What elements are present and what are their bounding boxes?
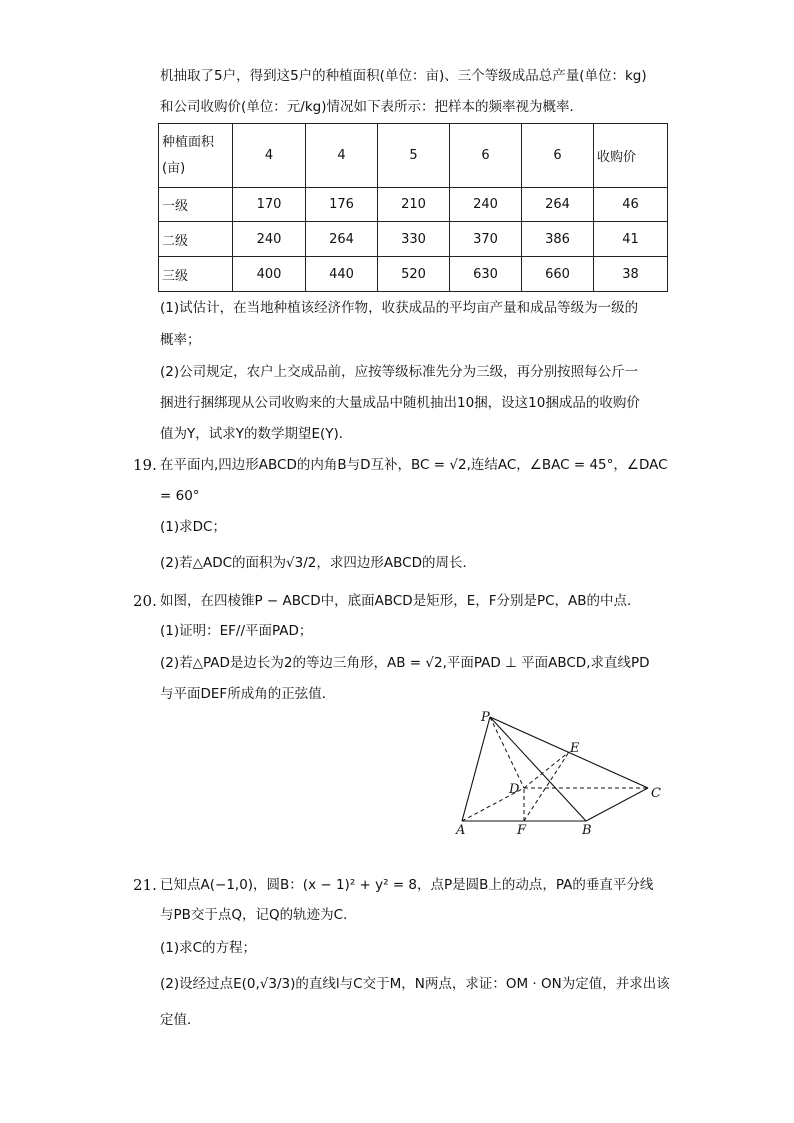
data-table [158, 123, 668, 292]
q19-number: 19. [133, 456, 157, 474]
table-row [159, 257, 668, 292]
label-B: B [582, 823, 592, 838]
table-cell: 400 [233, 257, 306, 292]
intro-line-2: 和公司收购价(单位：元/kg)情况如下表所示：把样本的频率视为概率． [160, 99, 583, 115]
q21-number: 21. [133, 876, 157, 894]
table-cell: 240 [233, 222, 306, 257]
q20-number: 20. [133, 592, 157, 610]
table-cell: 46 [594, 188, 668, 222]
q20-part2-line2: 与平面DEF所成角的正弦值． [160, 686, 336, 702]
table-cell: 41 [594, 222, 668, 257]
q18-part1-line2: 概率； [160, 332, 201, 348]
label-F: F [517, 823, 527, 838]
table-cell: 264 [522, 188, 594, 222]
q21-stem-line2: 与PB交于点Q，记Q的轨迹为C． [160, 907, 357, 923]
table-cell: 630 [450, 257, 522, 292]
q18-part2-line1: (2)公司规定，农户上交成品前，应按等级标准先分为三级，再分别按照每公斤一 [160, 364, 639, 380]
table-cell: 660 [522, 257, 594, 292]
table-cell: 176 [306, 188, 378, 222]
intro-line-1: 机抽取了5户，得到这5户的种植面积(单位：亩)、三个等级成品总产量(单位：kg) [160, 68, 647, 84]
table-row [159, 188, 668, 222]
q20-part2-line1: (2)若△PAD是边长为2的等边三角形，AB = √2,平面PAD ⊥ 平面ABCD,求直线PD [160, 655, 650, 671]
q18-part1-line1: (1)试估计，在当地种植该经济作物，收获成品的平均亩产量和成品等级为一级的 [160, 300, 639, 316]
table-row [159, 222, 668, 257]
table-header-cell: 5 [378, 124, 450, 188]
q19-stem-line2: = 60° [160, 488, 200, 504]
edge-PB [490, 717, 586, 821]
q20-stem: 如图，在四棱锥P − ABCD中，底面ABCD是矩形，E，F分别是PC，AB的中点． [160, 593, 641, 609]
table-cell: 170 [233, 188, 306, 222]
table-cell: 386 [522, 222, 594, 257]
label-D: D [509, 782, 520, 797]
pyramid-figure [448, 708, 668, 840]
table-cell: 210 [378, 188, 450, 222]
edge-PD [490, 717, 524, 788]
label-P: P [481, 710, 490, 725]
q19-stem-line1: 在平面内,四边形ABCD的内角B与D互补，BC = √2,连结AC，∠BAC = 45°，∠DAC [160, 457, 668, 473]
table-cell: 一级 [159, 188, 233, 222]
q21-part2-line2: 定值． [160, 1012, 201, 1028]
q18-part2-line3: 值为Y，试求Y的数学期望E(Y)． [160, 426, 353, 442]
table-cell: 三级 [159, 257, 233, 292]
q20-part1: (1)证明：EF//平面PAD； [160, 623, 313, 639]
edge-PA [462, 717, 490, 821]
table-cell: 330 [378, 222, 450, 257]
edge-FE [524, 752, 569, 821]
table-header-row [159, 124, 668, 188]
q21-stem-line1: 已知点A(−1,0)，圆B：(x − 1)² + y² = 8，点P是圆B上的动点，PA的垂直平分线 [160, 877, 654, 893]
table-header-cell: 收购价 [594, 124, 668, 188]
table-cell: 240 [450, 188, 522, 222]
table-header-cell: 4 [233, 124, 306, 188]
table-header-cell: 6 [522, 124, 594, 188]
table-header-cell: 4 [306, 124, 378, 188]
label-A: A [456, 823, 466, 838]
label-C: C [651, 786, 661, 801]
edge-DE [524, 752, 569, 788]
table-cell: 370 [450, 222, 522, 257]
q19-part1: (1)求DC； [160, 519, 226, 535]
table-cell: 264 [306, 222, 378, 257]
q21-part2-line1: (2)设经过点E(0,√3/3)的直线l与C交于M，N两点，求证：OM · ON为定值，并求出该 [160, 976, 670, 992]
q19-part2: (2)若△ADC的面积为√3/2，求四边形ABCD的周长． [160, 555, 476, 571]
table-cell: 520 [378, 257, 450, 292]
q18-part2-line2: 捆进行捆绑现从公司收购来的大量成品中随机抽出10捆，设这10捆成品的收购价 [160, 395, 640, 411]
table-cell: 38 [594, 257, 668, 292]
label-E: E [570, 741, 580, 756]
table-cell: 440 [306, 257, 378, 292]
edge-BC [586, 788, 648, 821]
table-cell: 二级 [159, 222, 233, 257]
table-header-cell: 种植面积(亩) [159, 124, 233, 188]
table-header-cell: 6 [450, 124, 522, 188]
q21-part1: (1)求C的方程； [160, 940, 257, 956]
